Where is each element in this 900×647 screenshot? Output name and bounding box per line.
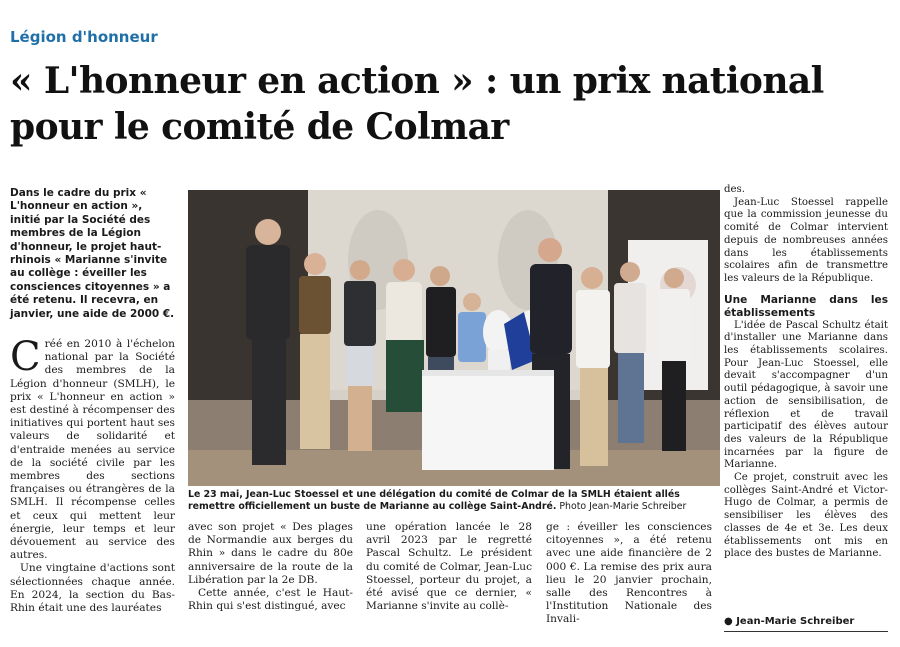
paragraph-text: réé en 2010 à l'échelon national par la Société des membres de la Légion d'honneur (SMLH), le prix « L'honneur en action » est destiné à récompenser des initiatives qui portent haut ses valeurs de solidarité et d'entraide menées au service de la société civile par les membres des sections françaises ou étrangères de la SMLH. Il récompense celles et ceux qui mettent leur énergie, leur temps et leur dévouement au service des autres. <box>10 338 175 562</box>
article-photo <box>188 190 720 486</box>
signature-rule <box>724 631 888 632</box>
paragraph: Jean-Luc Stoessel rappelle que la commission jeunesse du comité de Colmar intervient depuis de nombreuses années dans les établissements scolaires afin de transmettre les valeurs de la République. <box>724 196 888 284</box>
dropcap: C <box>10 334 41 380</box>
subheading: Une Marianne dans les établissements <box>724 293 888 319</box>
photo-caption <box>188 489 720 513</box>
section-kicker: Légion d'honneur <box>10 28 158 46</box>
paragraph <box>10 334 175 562</box>
paragraph: des. <box>724 184 746 195</box>
caption-text: Le 23 mai, Jean-Luc Stoessel et une délégation du comité de Colmar de la SMLH étaient allés remettre officiellement un buste de Marianne au collège Saint-André. <box>188 489 680 512</box>
column-4 <box>546 521 712 627</box>
paragraph: Une vingtaine d'actions sont sélectionnées chaque année. En 2024, la section du Bas-Rhin était une des lauréates <box>10 562 175 615</box>
paragraph: Ce projet, construit avec les collèges Saint-André et Victor-Hugo de Colmar, a permis de sensibiliser les élèves des classes de 4e et 3e. Les deux établissements ont mis en place des bustes de Marianne. <box>724 472 888 560</box>
column-2 <box>188 521 353 613</box>
photo-credit: Photo Jean-Marie Schreiber <box>559 501 687 512</box>
paragraph: ge : éveiller les consciences citoyennes », a été retenu avec une aide financière de 2 000 €. La remise des prix aura lieu le 20 janvier prochain, salle des Rencontres à l'Institution Nationale des Invali- <box>546 521 712 626</box>
headline: « L'honneur en action » : un prix national pour le comité de Colmar <box>10 60 824 148</box>
paragraph: Cette année, c'est le Haut-Rhin qui s'est distingué, avec <box>188 587 353 613</box>
column-3 <box>366 521 532 613</box>
column-1 <box>10 334 175 615</box>
author-signature: ● Jean-Marie Schreiber <box>724 616 855 627</box>
photo-illustration <box>188 190 720 486</box>
paragraph: une opération lancée le 28 avril 2023 par le regretté Pascal Schultz. Le président du comité de Colmar, Jean-Luc Stoessel, porteur du projet, a été avisé que ce dernier, « Marianne s'invite au collè- <box>366 521 532 613</box>
paragraph: avec son projet « Des plages de Normandie aux berges du Rhin » dans le cadre du 80e anniversaire de la route de la Libération par la 2e DB. <box>188 521 353 586</box>
chapo: Dans le cadre du prix « L'honneur en action », initié par la Société des membres de la Légion d'honneur, le projet haut-rhinois « Marianne s'invite au collège : éveiller les consciences citoyennes » a été retenu. Il recevra, en janvier, une aide de 2000 €. <box>10 187 175 320</box>
column-5 <box>724 184 888 561</box>
paragraph: L'idée de Pascal Schultz était d'installer une Marianne dans les établissements scolaires. Pour Jean-Luc Stoessel, elle devait s'accompagner d'un outil pédagogique, à savoir une action de sensibilisation, de réflexion et de travail participatif des élèves autour des valeurs de la République incarnées par la figure de Marianne. <box>724 319 888 471</box>
